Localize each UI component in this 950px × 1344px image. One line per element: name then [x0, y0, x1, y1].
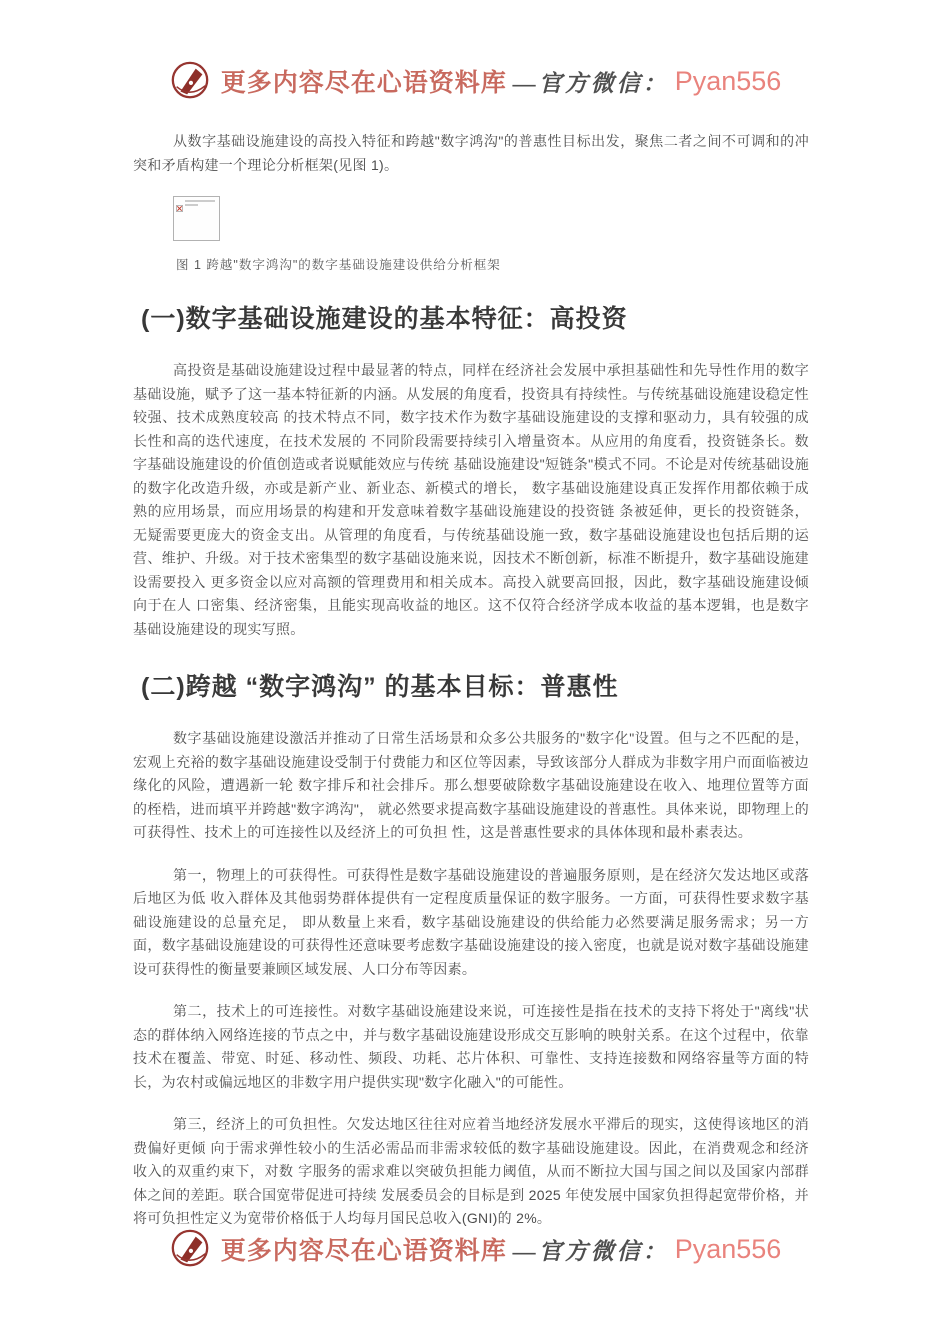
section-heading-high-investment: (一)数字基础设施建设的基本特征：高投资 — [141, 305, 628, 333]
watermark-brand-text: 更多内容尽在心语资料库 — [220, 1238, 507, 1265]
pen-brand-logo-icon — [169, 1228, 211, 1270]
section-1-paragraph-1: 高投资是基础设施建设过程中最显著的特点，同样在经济社会发展中承担基础性和先导性作用的数字基础设施，赋予了这一基本特征新的内涵。从发展的角度看，投资具有持续性。与传统基础设施建设稳定性较强、技术成熟度较高 的技术特点不同，数字技术作为数字基础设施建设的支撑和驱动力，具有较强的成长性和高的迭代速度，在技术发展的 不同阶段需要持续引入增量资本。从应用的角度看，投资链条长。数字基础设施建设的价值创造或者说赋能效应与传统 基础设施建设"短链条"模式不同。不论是对传统基础设施的数字化改造升级，亦或是新产业、新业态、新模式的增长， 数字基础设施建设真正发挥作用都依赖于成熟的应用场景，而应用场景的构建和开发意味着数字基础设施建设的投资链 条被延伸，更长的投资链条，无疑需要更庞大的资金支出。从管理的角度看，与传统基础设施一致，数字基础设施建设也包括后期的运营、维护、升级。对于技术密集型的数字基础设施来说，因技术不断创新，标准不断提升，数字基础设施建设需要投入 更多资金以应对高额的管理费用和相关成本。高投入就要高回报，因此，数字基础设施建设倾向于在人 口密集、经济密集，且能实现高收益的地区。这不仅符合经济学成本收益的基本逻辑，也是数字基础设施建设的现实写照。 — [133, 362, 809, 637]
watermark-wechat-id: Pyan556 — [674, 1233, 782, 1264]
broken-image-placeholder — [173, 196, 220, 241]
watermark-wechat-label: —官方微信： — [512, 70, 669, 96]
watermark-header — [0, 60, 950, 102]
placeholder-alt-text-lines — [185, 200, 215, 208]
figure-1-block — [133, 196, 809, 273]
section-2-paragraph-1: 数字基础设施建设激活并推动了日常生活场景和众多公共服务的"数字化"设置。但与之不匹配的是，宏观上充裕的数字基础设施建设受制于付费能力和区位等因素，导致该部分人群成为非数字用户而面临被边缘化的风险，遭遇新一轮 数字排斥和社会排斥。那么想要破除数字基础设施建设在收入、地理位置等方面的桎梏，进而填平并跨越"数字鸿沟"， 就必然要求提高数字基础设施建设的普惠性。具体来说，即物理上的可获得性、技术上的可连接性以及经济上的可负担 性，这是普惠性要求的具体体现和最朴素表达。 — [133, 730, 809, 840]
watermark-wechat-label: —官方微信： — [512, 1238, 669, 1264]
figure-caption: 图 1 跨越"数字鸿沟"的数字基础设施建设供给分析框架 — [176, 258, 501, 272]
watermark-wechat-id: Pyan556 — [674, 65, 782, 96]
pen-brand-logo-icon — [169, 60, 211, 102]
section-2-paragraph-connectivity: 第二，技术上的可连接性。对数字基础设施建设来说，可连接性是指在技术的支持下将处于"离线"状态的群体纳入网络连接的节点之中，并与数字基础设施建设形成交互影响的映射关系。在这个过程中，依靠技术在覆盖、带宽、时延、移动性、频段、功耗、芯片体积、可靠性、支持连接数和网络容量等方面的特长，为农村或偏远地区的非数字用户提供实现"数字化融入"的可能性。 — [133, 1003, 809, 1090]
section-heading-inclusiveness: (二)跨越 “数字鸿沟” 的基本目标：普惠性 — [141, 673, 619, 701]
section-2-paragraph-affordability: 第三，经济上的可负担性。欠发达地区往往对应着当地经济发展水平滞后的现实，这使得该地区的消费偏好更倾 向于需求弹性较小的生活必需品而非需求较低的数字基础设施建设。因此，在消费观念和经济收入的双重约束下，对数 字服务的需求难以突破负担能力阈值，从而不断拉大国与国之间以及国家内部群体之间的差距。联合国宽带促进可持续 发展委员会的目标是到 2025 年使发展中国家负担得起宽带价格，并将可负担性定义为宽带价格低于人均每月国民总收入(GNI)的 2%。 — [133, 1116, 809, 1226]
broken-image-icon — [176, 199, 183, 217]
section-2-paragraph-availability: 第一，物理上的可获得性。可获得性是数字基础设施建设的普遍服务原则，是在经济欠发达地区或落后地区为低 收入群体及其他弱势群体提供有一定程度质量保证的数字服务。一方面，可获得性要求数字基础设施建设的总量充足， 即从数量上来看，数字基础设施建设的供给能力必然要满足服务需求；另一方面，数字基础设施建设的可获得性还意味要考虑数字基础设施建设的接入密度，也就是说对数字基础设施建设可获得性的衡量要兼顾区域发展、人口分布等因素。 — [133, 866, 809, 977]
intro-paragraph: 从数字基础设施建设的高投入特征和跨越"数字鸿沟"的普惠性目标出发，聚焦二者之间不可调和的冲突和矛盾构建一个理论分析框架(见图 1)。 — [133, 133, 809, 173]
watermark-footer — [0, 1228, 950, 1270]
document-content — [133, 130, 809, 1250]
watermark-brand-text: 更多内容尽在心语资料库 — [220, 70, 507, 97]
